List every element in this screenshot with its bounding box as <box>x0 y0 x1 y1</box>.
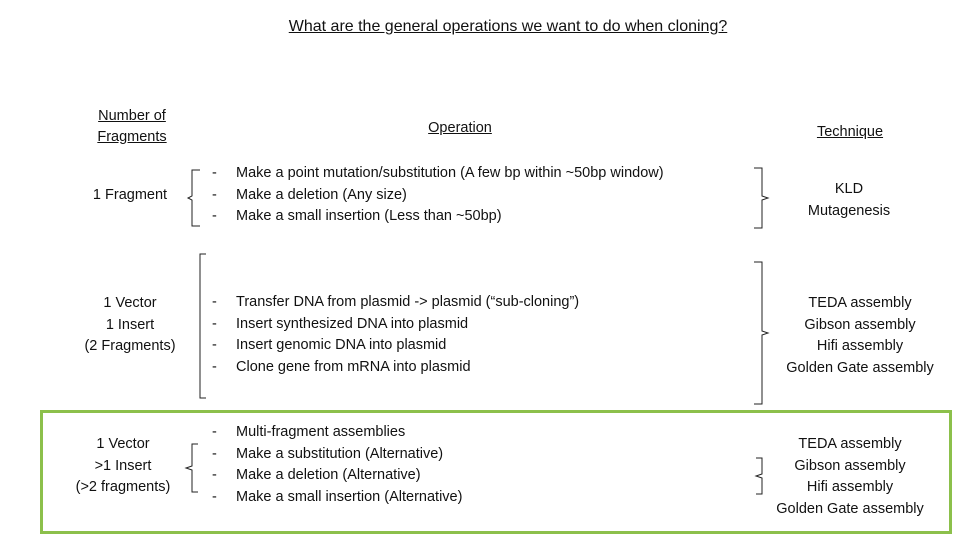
row2-left-bracket <box>196 254 210 398</box>
operation-item: - Make a substitution (Alternative) <box>212 445 444 462</box>
fragment-line: (>2 fragments) <box>75 479 171 495</box>
technique-line: TEDA assembly <box>808 295 912 311</box>
row3-left-bracket <box>186 444 206 492</box>
page-title: What are the general operations we want to do when cloning? <box>288 18 728 35</box>
operation-item: - Transfer DNA from plasmid -> plasmid (“sub-cloning”) <box>212 294 580 310</box>
row1-left-bracket <box>188 170 208 226</box>
row3-operations <box>212 422 462 509</box>
header-fragments: Number of Fragments <box>97 108 167 145</box>
operation-item: - Insert synthesized DNA into plasmid <box>212 315 469 332</box>
technique-line: Gibson assembly <box>804 316 916 333</box>
fragment-line: 1 Vector <box>103 295 157 311</box>
operation-item: - Multi-fragment assemblies <box>212 424 406 440</box>
fragment-line: (2 Fragments) <box>84 338 176 354</box>
technique-line: Hifi assembly <box>806 479 894 495</box>
fragment-line: 1 Vector <box>96 436 150 452</box>
operation-item: - Make a deletion (Any size) <box>212 186 407 203</box>
header-technique: Technique <box>816 124 884 140</box>
row2-operations <box>212 292 579 379</box>
row3-fragments <box>62 434 184 499</box>
technique-line: Golden Gate assembly <box>786 359 934 376</box>
technique-line: Hifi assembly <box>816 338 904 354</box>
operation-item: - Clone gene from mRNA into plasmid <box>212 359 471 376</box>
header-operation: Operation <box>428 120 492 136</box>
row1-techniques <box>774 179 924 222</box>
fragment-line: >1 Insert <box>94 457 152 474</box>
technique-line: Gibson assembly <box>794 457 906 474</box>
operation-item: - Insert genomic DNA into plasmid <box>212 337 447 354</box>
row3-techniques <box>760 434 940 520</box>
row1-operations <box>212 163 664 228</box>
row1-fragments <box>70 185 190 207</box>
row2-techniques <box>770 293 950 379</box>
operation-item: - Make a small insertion (Less than ~50bp) <box>212 208 502 225</box>
row2-fragments <box>70 293 190 358</box>
fragment-line: 1 Fragment <box>92 187 168 203</box>
row1-right-bracket <box>754 168 774 228</box>
operation-item: - Make a small insertion (Alternative) <box>212 489 463 506</box>
technique-line: Golden Gate assembly <box>776 500 924 517</box>
technique-line: TEDA assembly <box>798 436 902 452</box>
operation-item: - Make a point mutation/substitution (A few bp within ~50bp window) <box>212 165 664 181</box>
fragment-line: 1 Insert <box>105 316 155 333</box>
operation-item: - Make a deletion (Alternative) <box>212 467 421 484</box>
technique-line: Mutagenesis <box>807 202 891 219</box>
technique-line: KLD <box>834 181 864 197</box>
